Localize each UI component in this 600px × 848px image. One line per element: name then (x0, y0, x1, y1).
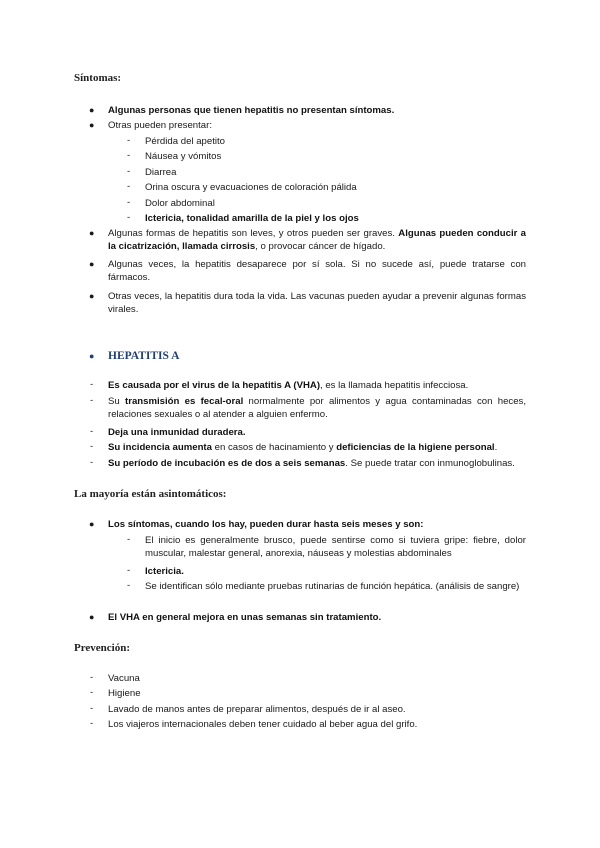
sintomas-item-5: Otras veces, la hepatitis dura toda la vida. Las vacunas pueden ayudar a prevenir algunas formas virales. (108, 291, 526, 315)
bullet-icon: ● (89, 351, 95, 361)
bullet-icon: ● (89, 259, 95, 269)
bullet-icon: ● (89, 105, 95, 115)
bullet-icon: ● (89, 228, 95, 238)
dash-icon: - (90, 395, 94, 406)
hepatitis-a-line-1: Es causada por el virus de la hepatitis A (VHA), es la llamada hepatitis infecciosa. (108, 380, 469, 391)
asintomaticos-sub-3: Se identifican sólo mediante pruebas rutinarias de función hepática. (análisis de sangre) (145, 581, 520, 592)
sub-item: Ictericia, tonalidad amarilla de la piel y los ojos (145, 213, 359, 224)
sub-item: Dolor abdominal (145, 198, 215, 209)
asintomaticos-heading: La mayoría están asintomáticos: (74, 488, 227, 500)
dash-icon: - (127, 534, 131, 545)
bullet-icon: ● (89, 519, 95, 529)
dash-icon: - (90, 426, 94, 437)
dash-icon: - (127, 580, 131, 591)
sintomas-item-3: Algunas formas de hepatitis son leves, y otros pueden ser graves. Algunas pueden conducir a la cicatrización, llamada cirrosis, o provocar cáncer de hígado. (108, 228, 526, 252)
sintomas-item-4: Algunas veces, la hepatitis desaparece por sí sola. Si no sucede así, puede tratarse con fármacos. (108, 259, 526, 283)
sub-item: Pérdida del apetito (145, 136, 226, 147)
dash-icon: - (90, 672, 94, 683)
sintomas-heading: Síntomas: (74, 72, 122, 84)
bullet-icon: ● (89, 120, 95, 130)
prevencion-item: Los viajeros internacionales deben tener cuidado al beber agua del grifo. (108, 719, 418, 730)
dash-icon: - (127, 565, 131, 576)
dash-icon: - (90, 703, 94, 714)
dash-icon: - (127, 212, 131, 223)
asintomaticos-item-1: Los síntomas, cuando los hay, pueden durar hasta seis meses y son: (108, 519, 424, 530)
dash-icon: - (127, 150, 131, 161)
hepatitis-a-line-3: Deja una inmunidad duradera. (108, 427, 246, 438)
sub-item: Diarrea (145, 167, 177, 178)
dash-icon: - (127, 135, 131, 146)
sub-item: Náusea y vómitos (145, 151, 222, 162)
dash-icon: - (90, 441, 94, 452)
asintomaticos-sub-1: El inicio es generalmente brusco, puede sentirse como si tuviera gripe: fiebre, dolor muscular, malestar general, anorexia, náuseas y molestias abdominales (145, 535, 526, 559)
bullet-icon: ● (89, 291, 95, 301)
hepatitis-a-line-5: Su período de incubación es de dos a seis semanas. Se puede tratar con inmunoglobulinas. (108, 458, 515, 469)
prevencion-item: Vacuna (108, 673, 140, 684)
hepatitis-a-line-2: Su transmisión es fecal-oral normalmente por alimentos y agua contaminadas con heces, relaciones sexuales o al atender a alguien enfermo. (108, 396, 526, 420)
prevencion-heading: Prevención: (74, 642, 131, 654)
sintomas-item-2: Otras pueden presentar: (108, 120, 212, 131)
sub-item: Orina oscura y evacuaciones de coloración pálida (145, 182, 357, 193)
sintomas-item-1: Algunas personas que tienen hepatitis no presentan síntomas. (108, 105, 395, 116)
prevencion-item: Higiene (108, 688, 141, 699)
dash-icon: - (127, 166, 131, 177)
dash-icon: - (90, 379, 94, 390)
dash-icon: - (127, 181, 131, 192)
asintomaticos-sub-2: Ictericia. (145, 566, 184, 577)
dash-icon: - (90, 457, 94, 468)
asintomaticos-item-2: El VHA en general mejora en unas semanas sin tratamiento. (108, 612, 382, 623)
dash-icon: - (127, 197, 131, 208)
prevencion-item: Lavado de manos antes de preparar alimentos, después de ir al aseo. (108, 704, 406, 715)
dash-icon: - (90, 718, 94, 729)
dash-icon: - (90, 687, 94, 698)
hepatitis-a-line-4: Su incidencia aumenta en casos de hacinamiento y deficiencias de la higiene personal. (108, 442, 498, 453)
hepatitis-a-heading: HEPATITIS A (108, 350, 180, 362)
bullet-icon: ● (89, 612, 95, 622)
